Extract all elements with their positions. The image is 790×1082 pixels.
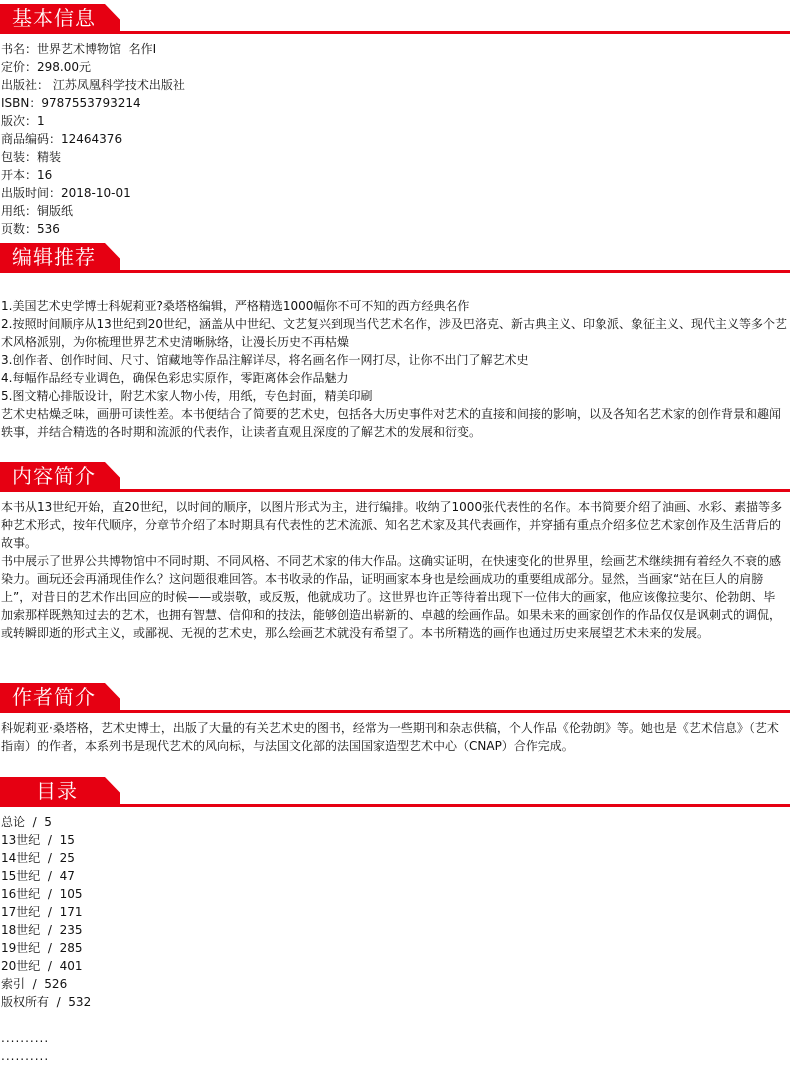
basic-info-paper: 用纸：铜版纸 — [1, 204, 74, 218]
author-paragraph: 科妮莉亚·桑塔格，艺术史博士，出版了大量的有关艺术史的图书，经常为一些期刊和杂志供稿，个人作品《伦勃朗》等。她也是《艺术信息》（艺术指南）的作者，本系列书是现代艺术的风向标，与法国文化部的法国国家造型艺术中心（CNAP）合作完成。 — [1, 721, 779, 753]
section-title-basic: 基本信息 — [12, 6, 96, 30]
content-summary — [1, 498, 787, 642]
section-title-toc: 目录 — [36, 779, 78, 803]
section-title-editor: 编辑推荐 — [12, 245, 96, 269]
section-rule — [0, 270, 790, 273]
section-header-content — [0, 462, 790, 492]
basic-info-isbn: ISBN：9787553793214 — [1, 96, 141, 110]
section-header-toc — [0, 777, 790, 807]
section-rule — [0, 31, 790, 34]
toc-item: 18世纪 / 235 — [1, 923, 83, 937]
section-rule — [0, 804, 790, 807]
section-rule — [0, 489, 790, 492]
editor-recommend — [1, 297, 787, 441]
toc-item: 17世纪 / 171 — [1, 905, 83, 919]
content-paragraph-1: 本书从13世纪开始，直20世纪，以时间的顺序，以图片形式为主，进行编排。收纳了1000张代表性的名作。本书简要介绍了油画、水彩、素描等多种艺术形式，按年代顺序，分章节介绍了本时期具有代表性的艺术流派、知名艺术家及其代表画作，并穿插有重点介绍多位艺术家创作及生活背后的故事。 — [1, 500, 783, 550]
editor-point-3: 3.创作者、创作时间、尺寸、馆藏地等作品注解详尽，将名画名作一网打尽，让你不出门了解艺术史 — [1, 353, 529, 367]
toc-spacer — [1, 1011, 787, 1029]
basic-info-title: 书名：世界艺术博物馆 名作Ⅰ — [1, 42, 157, 56]
toc-item: 总论 / 5 — [1, 815, 52, 829]
basic-info-format: 开本：16 — [1, 168, 53, 182]
editor-summary: 艺术史枯燥乏味，画册可读性差。本书便结合了简要的艺术史，包括各大历史事件对艺术的直接和间接的影响，以及各知名艺术家的创作背景和趣闻轶事，并结合精选的各时期和流派的代表作，让读者直观且深度的了解艺术的发展和衍变。 — [1, 407, 782, 439]
section-rule — [0, 710, 790, 713]
basic-info-pages: 页数：536 — [1, 222, 60, 236]
toc-item: 版权所有 / 532 — [1, 995, 92, 1009]
section-title-content: 内容简介 — [12, 464, 96, 488]
toc-ellipsis: .......... — [1, 1049, 50, 1063]
content-paragraph-2: 书中展示了世界公共博物馆中不同时期、不同风格、不同艺术家的伟大作品。这确实证明，在快速变化的世界里，绘画艺术继续拥有着经久不衰的感染力。画玩还会再涌现佳作么？这问题很难回答。本书收录的作品，证明画家本身也是绘画成功的重要组成部分。显然，当画家“站在巨人的肩膀上”，对昔日的艺术作出回应的时候——或崇敬，或反叛，他就成功了。这世界也许正等待着出现下一位伟大的画家，他应该像拉斐尔、伦勃朗、毕加索那样既熟知过去的艺术，也拥有智慧、信仰和的技法，能够创造出崭新的、卓越的绘画作品。如果未来的画家创作的作品仅仅是讽刺式的调侃，或转瞬即逝的形式主义，或鄙视、无视的艺术史，那么绘画艺术就没有希望了。本书所精选的画作也通过历史来展望艺术未来的发展。 — [1, 554, 782, 640]
editor-point-1: 1.美国艺术史学博士科妮莉亚?桑塔格编辑，严格精选1000幅你不可不知的西方经典名作 — [1, 299, 470, 313]
editor-point-5: 5.图文精心排版设计，附艺术家人物小传，用纸，专色封面，精美印刷 — [1, 389, 373, 403]
toc-item: 16世纪 / 105 — [1, 887, 83, 901]
toc-item: 14世纪 / 25 — [1, 851, 75, 865]
section-header-editor — [0, 243, 790, 273]
toc-item: 13世纪 / 15 — [1, 833, 75, 847]
toc-item: 15世纪 / 47 — [1, 869, 75, 883]
section-header-author — [0, 683, 790, 713]
editor-point-4: 4.每幅作品经专业调色，确保色彩忠实原作，零距离体会作品魅力 — [1, 371, 349, 385]
editor-point-2: 2.按照时间顺序从13世纪到20世纪，涵盖从中世纪、文艺复兴到现当代艺术名作，涉及巴洛克、新古典主义、印象派、象征主义、现代主义等多个艺术风格派别，为你梳理世界艺术史清晰脉络，让漫长历史不再枯燥 — [1, 317, 787, 349]
toc-item: 19世纪 / 285 — [1, 941, 83, 955]
toc-list — [1, 813, 787, 1065]
toc-ellipsis: .......... — [1, 1031, 50, 1045]
basic-info-binding: 包装：精装 — [1, 150, 62, 164]
basic-info-publisher: 出版社： 江苏凤凰科学技术出版社 — [1, 78, 185, 92]
toc-item: 索引 / 526 — [1, 977, 68, 991]
basic-info-list — [1, 40, 787, 238]
section-header-basic — [0, 4, 790, 34]
author-bio — [1, 719, 787, 755]
basic-info-product-code: 商品编码：12464376 — [1, 132, 123, 146]
basic-info-pub-date: 出版时间：2018-10-01 — [1, 186, 131, 200]
section-title-author: 作者简介 — [12, 685, 96, 709]
basic-info-price: 定价：298.00元 — [1, 60, 91, 74]
toc-item: 20世纪 / 401 — [1, 959, 83, 973]
basic-info-edition: 版次：1 — [1, 114, 45, 128]
